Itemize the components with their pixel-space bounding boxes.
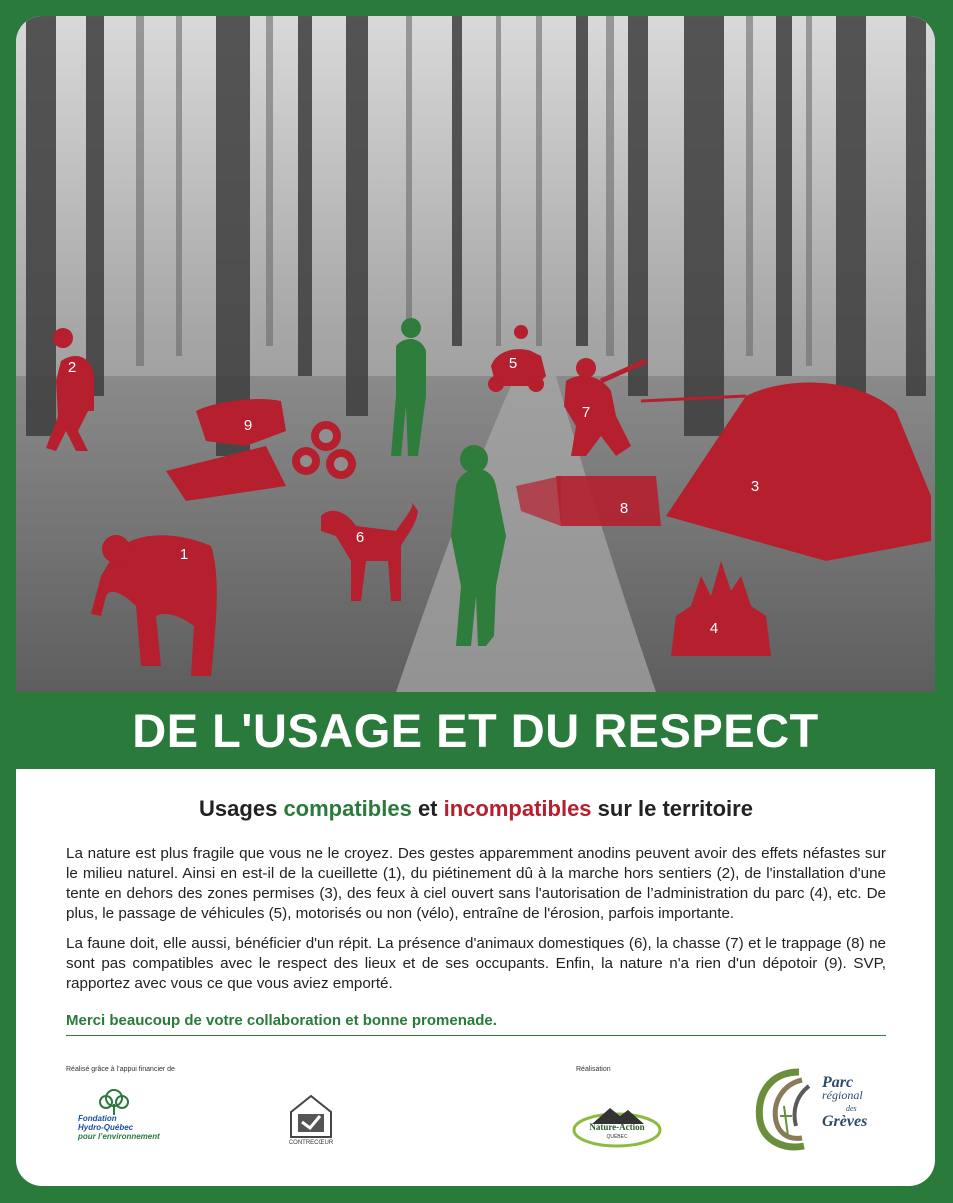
parc-line2: régional [822,1088,863,1102]
section-subtitle [66,796,886,822]
subtitle-compatible: compatibles [283,796,412,821]
marker-7: 7 [581,404,591,421]
page-title: DE L'USAGE ET DU RESPECT [16,692,935,769]
parc-line4: Grèves [822,1113,868,1130]
forest-photo [16,16,935,692]
contrecoeur-logo [286,1092,336,1152]
paragraph-2: La faune doit, elle aussi, bénéficier d'un répit. La présence d'animaux domestiques (6), la chasse (7) et le trappage (8) ne sont pas compatibles avec le respect des lieux et de ses occupants. Enfin, la nature n'a rien d'un dépotoir (9). SVP, rapportez avec vous ce que vous aviez emporté. [66,935,886,992]
subtitle-and: et [417,796,438,821]
subtitle-part2: sur le territoire [597,796,753,821]
realisation-label: Réalisation [576,1066,611,1073]
nature-action-sub: QUÉBEC [606,1134,628,1140]
parc-regional-logo [754,1066,894,1156]
fondation-line3: pour l’environnement [78,1132,160,1141]
fondation-line2: Hydro-Québec [78,1123,134,1132]
marker-4: 4 [709,620,719,637]
subtitle-part1: Usages [199,796,278,821]
parc-line1: Parc [822,1074,854,1091]
marker-3: 3 [750,478,760,495]
thanks-message: Merci beaucoup de votre collaboration et bonne promenade. [66,1012,886,1036]
marker-6: 6 [355,529,365,546]
contrecoeur-text: CONTRECŒUR [288,1140,334,1146]
marker-2: 2 [67,359,77,376]
subtitle-incompatible: incompatibles [443,796,592,821]
fondation-line1: Fondation [78,1114,117,1123]
marker-8: 8 [619,500,629,517]
poster [16,16,935,1186]
nature-action-text: Nature-Action [589,1122,645,1132]
tree-icon [94,1088,134,1116]
paragraph-1: La nature est plus fragile que vous ne le croyez. Des gestes apparemment anodins peuvent avoir des effets néfastes sur le milieu naturel. Ainsi en est-il de la cueillette (1), du piétinement dû à la marche hors sentiers (2), de l'installation d'une tente en dehors des zones permises (3), des feux à ciel ouvert sans l'autorisation de l’administration du parc (4), etc. De plus, le passage de véhicules (5), motorisés ou non (vélo), entraîne de l'érosion, parfois importante. [66,845,886,922]
marker-5: 5 [508,355,518,372]
house-icon [286,1092,336,1140]
nature-action-logo [572,1102,662,1148]
funding-label: Réalisé grâce à l’appui financier de [66,1066,175,1073]
forest-illustration [16,16,935,692]
parc-line3: des [846,1104,857,1113]
marker-1: 1 [179,546,189,563]
fondation-hydro-quebec-logo [68,1088,178,1148]
main-content [66,796,886,1036]
marker-9: 9 [243,417,253,434]
